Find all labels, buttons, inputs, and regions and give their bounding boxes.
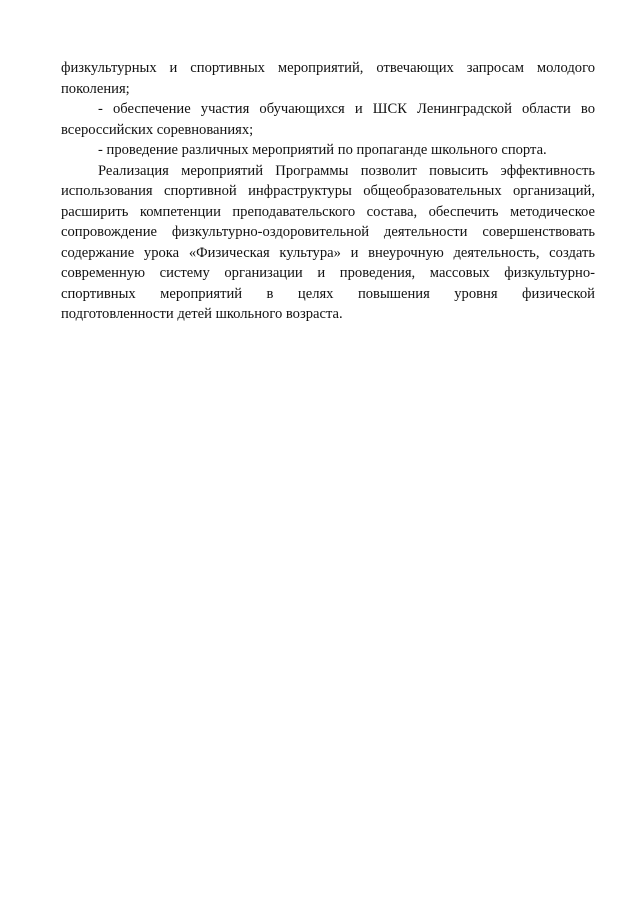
text-line: использования спортивной инфраструктуры общеобразовательных организаций, (61, 183, 595, 199)
text-line: современную систему организации и проведения, массовых физкультурно- (61, 265, 595, 281)
text-line: сопровождение физкультурно-оздоровительной деятельности совершенствовать (61, 224, 595, 240)
text-line: спортивных мероприятий в целях повышения уровня физической (61, 285, 595, 302)
text-line: физкультурных и спортивных мероприятий, отвечающих запросам молодого (61, 60, 595, 76)
text-line: всероссийских соревнованиях; (61, 121, 254, 138)
paragraph (61, 140, 595, 161)
text-line: содержание урока «Физическая культура» и внеурочную деятельность, создать (61, 244, 595, 261)
text-line: - обеспечение участия обучающихся и ШСК Ленинградской области во (98, 101, 595, 117)
text-line: расширить компетенции преподавательского состава, обеспечить методическое (61, 203, 595, 220)
text-line: Реализация мероприятий Программы позволит повысить эффективность (98, 162, 595, 179)
text-line: поколения; (61, 80, 130, 97)
paragraph (61, 58, 595, 99)
text-line: - проведение различных мероприятий по пропаганде школьного спорта. (98, 142, 547, 158)
paragraph (61, 161, 595, 325)
document-body (61, 58, 595, 325)
text-line: подготовленности детей школьного возраста. (61, 306, 343, 322)
paragraph (61, 99, 595, 140)
